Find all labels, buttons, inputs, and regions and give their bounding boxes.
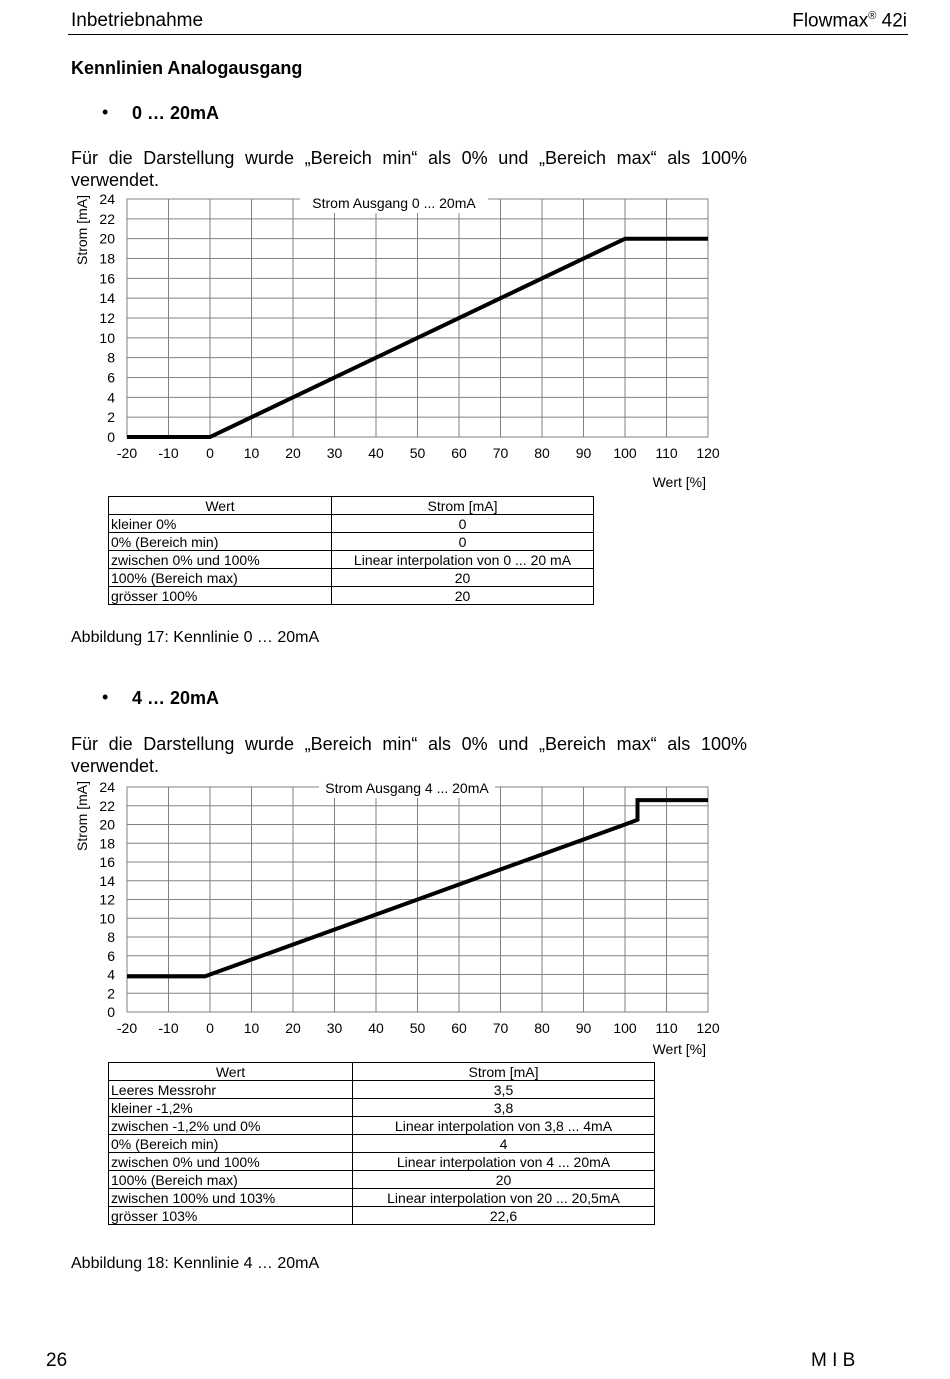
- y-axis-label: Strom [mA]: [74, 780, 90, 852]
- chart-title: Strom Ausgang 0 ... 20mA: [312, 195, 476, 211]
- x-tick-label: 120: [696, 445, 720, 461]
- x-tick-label: 110: [655, 1020, 678, 1036]
- y-tick-label: 16: [99, 270, 115, 287]
- y-tick-label: 2: [107, 409, 115, 426]
- x-tick-label: 10: [243, 1020, 260, 1036]
- x-tick-label: 60: [451, 1020, 467, 1036]
- y-tick-label: 14: [99, 872, 115, 889]
- running-header-left: Inbetriebnahme: [71, 10, 204, 31]
- table-header-wert: Wert: [109, 1063, 353, 1081]
- section-title: Kennlinien Analogausgang: [71, 58, 303, 78]
- x-tick-label: -10: [158, 1020, 179, 1036]
- y-tick-label: 22: [99, 797, 115, 814]
- x-tick-label: 80: [534, 1020, 550, 1036]
- x-tick-label: 20: [285, 1020, 301, 1036]
- x-tick-label: 40: [368, 445, 384, 461]
- x-tick-label: 0: [206, 1020, 214, 1036]
- intro-paragraph-1: Für die Darstellung wurde „Bereich min“ als 0% und „Bereich max“ als 100% verwendet.: [71, 148, 747, 190]
- y-tick-label: 6: [107, 369, 115, 386]
- figure-caption-17: Abbildung 17: Kennlinie 0 … 20mA: [71, 629, 320, 646]
- table-header-strom: Strom [mA]: [332, 497, 594, 515]
- y-axis-label: Strom [mA]: [74, 194, 90, 266]
- x-tick-label: -20: [116, 1020, 138, 1036]
- y-tick-label: 0: [107, 429, 115, 445]
- footer-company: M I B: [811, 1350, 856, 1371]
- x-axis-label: Wert [%]: [652, 1041, 706, 1057]
- x-tick-label: 90: [575, 1020, 592, 1036]
- x-tick-label: 100: [613, 1020, 637, 1036]
- x-tick-label: 70: [492, 1020, 509, 1036]
- bullet-item-0-20ma: • 0 … 20mA: [102, 102, 220, 123]
- x-tick-label: 90: [575, 445, 592, 461]
- x-axis-label: Wert [%]: [652, 474, 706, 490]
- y-tick-label: 4: [107, 966, 115, 983]
- x-tick-label: 70: [492, 445, 509, 461]
- table-row: kleiner -1,2% 3,8: [109, 1099, 655, 1117]
- y-tick-label: 18: [99, 835, 115, 852]
- y-tick-label: 12: [99, 310, 115, 326]
- intro-paragraph-2: Für die Darstellung wurde „Bereich min“ als 0% und „Bereich max“ als 100% verwendet.: [71, 734, 747, 776]
- x-tick-label: 50: [409, 445, 426, 461]
- running-header-right: Flowmax® 42i: [792, 10, 907, 32]
- table-row: 100% (Bereich max) 20: [109, 1171, 655, 1189]
- table-header-wert: Wert: [109, 497, 332, 515]
- table-row: grösser 100% 20: [109, 587, 594, 605]
- y-tick-label: 6: [107, 947, 115, 964]
- y-tick-label: 18: [99, 250, 115, 267]
- chart-title: Strom Ausgang 4 ... 20mA: [325, 780, 489, 796]
- y-tick-label: 4: [107, 389, 115, 406]
- table-4-20ma: [108, 1062, 655, 1225]
- bullet-item-4-20ma: • 4 … 20mA: [102, 687, 220, 708]
- y-tick-label: 24: [99, 191, 115, 207]
- x-tick-label: 100: [613, 445, 637, 461]
- y-tick-label: 14: [99, 290, 115, 307]
- x-tick-label: 20: [285, 445, 301, 461]
- y-tick-label: 10: [99, 910, 115, 927]
- x-tick-label: -10: [158, 445, 179, 461]
- x-tick-label: -20: [116, 445, 138, 461]
- table-row: zwischen -1,2% und 0% Linear interpolation von 3,8 ... 4mA: [109, 1117, 655, 1135]
- table-row: zwischen 0% und 100% Linear interpolation von 0 ... 20 mA: [109, 551, 594, 569]
- x-tick-label: 30: [326, 1020, 343, 1036]
- y-tick-label: 24: [99, 779, 115, 795]
- x-tick-label: 30: [326, 445, 343, 461]
- table-row: 0% (Bereich min) 4: [109, 1135, 655, 1153]
- y-tick-label: 16: [99, 854, 115, 870]
- x-tick-label: 10: [243, 445, 260, 461]
- table-row: 0% (Bereich min) 0: [109, 533, 594, 551]
- table-row: grösser 103% 22,6: [109, 1207, 655, 1225]
- y-tick-label: 10: [99, 329, 115, 346]
- figure-caption-18: Abbildung 18: Kennlinie 4 … 20mA: [71, 1255, 320, 1272]
- table-row: kleiner 0% 0: [109, 515, 594, 533]
- y-tick-label: 2: [107, 985, 115, 1002]
- table-row: 100% (Bereich max) 20: [109, 569, 594, 587]
- y-tick-label: 22: [99, 210, 115, 227]
- table-row: zwischen 100% und 103% Linear interpolation von 20 ... 20,5mA: [109, 1189, 655, 1207]
- x-tick-label: 110: [655, 445, 678, 461]
- y-tick-label: 8: [107, 929, 115, 945]
- x-tick-label: 50: [409, 1020, 426, 1036]
- page-number: 26: [46, 1350, 68, 1371]
- x-tick-label: 60: [451, 445, 467, 461]
- y-tick-label: 0: [107, 1004, 115, 1020]
- y-tick-label: 20: [99, 230, 115, 247]
- y-tick-label: 12: [99, 891, 115, 908]
- x-tick-label: 80: [534, 445, 550, 461]
- y-tick-label: 8: [107, 349, 115, 366]
- x-tick-label: 120: [696, 1020, 720, 1036]
- x-tick-label: 0: [206, 445, 214, 461]
- x-tick-label: 40: [368, 1020, 384, 1036]
- table-row: zwischen 0% und 100% Linear interpolation von 4 ... 20mA: [109, 1153, 655, 1171]
- table-row: Leeres Messrohr 3,5: [109, 1081, 655, 1099]
- table-header-strom: Strom [mA]: [353, 1063, 655, 1081]
- y-tick-label: 20: [99, 816, 115, 833]
